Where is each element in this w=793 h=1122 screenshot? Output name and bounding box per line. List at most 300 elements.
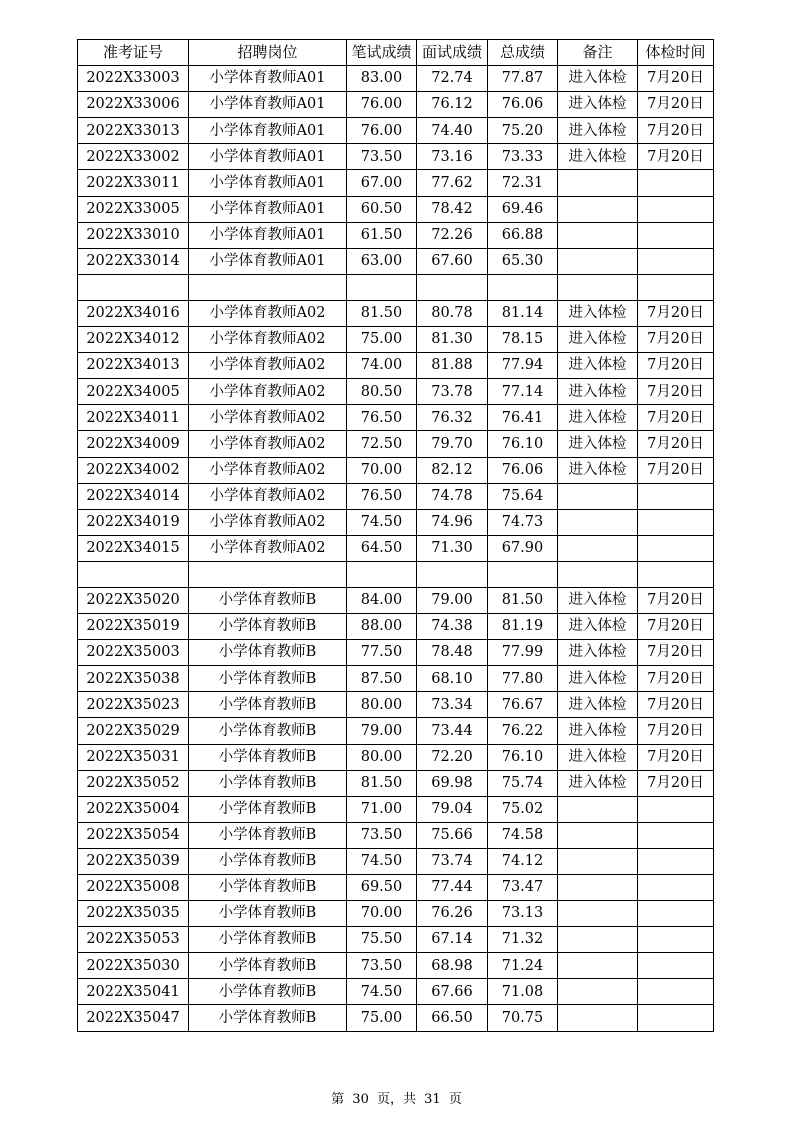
cell-interview-score: 72.74 xyxy=(417,66,488,92)
table-row xyxy=(78,300,714,326)
cell-total-score: 73.13 xyxy=(488,901,558,927)
cell-written-score: 75.50 xyxy=(347,927,417,953)
cell-position: 小学体育教师A02 xyxy=(189,535,347,561)
cell-exam-date: 7月20日 xyxy=(638,405,714,431)
cell-remarks xyxy=(558,509,638,535)
cell-interview-score: 73.16 xyxy=(417,144,488,170)
cell-total-score: 77.94 xyxy=(488,353,558,379)
cell-written-score: 64.50 xyxy=(347,535,417,561)
cell-position: 小学体育教师B xyxy=(189,822,347,848)
cell-written-score: 74.50 xyxy=(347,848,417,874)
cell-total-score: 76.10 xyxy=(488,431,558,457)
header-row xyxy=(78,40,714,66)
cell-total-score: 76.22 xyxy=(488,718,558,744)
cell-written-score: 76.00 xyxy=(347,92,417,118)
cell-exam-number: 2022X34009 xyxy=(78,431,189,457)
cell-position: 小学体育教师B xyxy=(189,718,347,744)
cell-remarks: 进入体检 xyxy=(558,640,638,666)
cell-exam-number: 2022X33005 xyxy=(78,196,189,222)
cell-interview-score: 73.34 xyxy=(417,692,488,718)
cell-written-score: 79.00 xyxy=(347,718,417,744)
cell-remarks: 进入体检 xyxy=(558,327,638,353)
cell-exam-date: 7月20日 xyxy=(638,379,714,405)
cell-exam-number: 2022X35004 xyxy=(78,796,189,822)
cell-written-score: 76.50 xyxy=(347,405,417,431)
cell-exam-number: 2022X35003 xyxy=(78,640,189,666)
cell-remarks xyxy=(558,535,638,561)
cell-remarks xyxy=(558,927,638,953)
cell-written-score: 80.50 xyxy=(347,379,417,405)
page-footer xyxy=(0,1088,793,1107)
cell-total-score: 77.80 xyxy=(488,666,558,692)
cell-exam-number: 2022X34015 xyxy=(78,535,189,561)
cell-total-score: 76.67 xyxy=(488,692,558,718)
cell-interview-score: 71.30 xyxy=(417,535,488,561)
cell-exam-number: 2022X33002 xyxy=(78,144,189,170)
cell-interview-score: 73.74 xyxy=(417,848,488,874)
cell-interview-score: 72.20 xyxy=(417,744,488,770)
table-row xyxy=(78,509,714,535)
cell-position: 小学体育教师B xyxy=(189,1005,347,1031)
cell-total-score: 76.41 xyxy=(488,405,558,431)
table-row xyxy=(78,66,714,92)
cell-exam-date xyxy=(638,1005,714,1031)
cell-exam-number: 2022X35052 xyxy=(78,770,189,796)
table-row xyxy=(78,718,714,744)
cell-interview-score: 79.04 xyxy=(417,796,488,822)
cell-exam-date: 7月20日 xyxy=(638,327,714,353)
cell-remarks xyxy=(558,274,638,300)
cell-position: 小学体育教师A02 xyxy=(189,483,347,509)
cell-written-score: 61.50 xyxy=(347,222,417,248)
cell-written-score: 80.00 xyxy=(347,744,417,770)
cell-exam-number: 2022X35023 xyxy=(78,692,189,718)
cell-exam-date: 7月20日 xyxy=(638,66,714,92)
table-row xyxy=(78,587,714,613)
cell-total-score: 81.14 xyxy=(488,300,558,326)
table-row xyxy=(78,979,714,1005)
cell-written-score: 81.50 xyxy=(347,300,417,326)
footer-current-page: 30 xyxy=(352,1092,369,1107)
table-row xyxy=(78,744,714,770)
cell-remarks: 进入体检 xyxy=(558,587,638,613)
cell-exam-number: 2022X33011 xyxy=(78,170,189,196)
cell-interview-score: 75.66 xyxy=(417,822,488,848)
cell-interview-score: 68.10 xyxy=(417,666,488,692)
cell-interview-score: 77.44 xyxy=(417,875,488,901)
cell-exam-date xyxy=(638,796,714,822)
cell-position: 小学体育教师A01 xyxy=(189,170,347,196)
cell-remarks: 进入体检 xyxy=(558,770,638,796)
spacer-row xyxy=(78,561,714,587)
cell-exam-date: 7月20日 xyxy=(638,718,714,744)
cell-total-score: 75.20 xyxy=(488,118,558,144)
cell-total-score: 70.75 xyxy=(488,1005,558,1031)
header-total-score: 总成绩 xyxy=(488,40,558,66)
table-row xyxy=(78,822,714,848)
cell-position: 小学体育教师B xyxy=(189,979,347,1005)
table-row xyxy=(78,405,714,431)
footer-suffix: 页 xyxy=(448,1092,462,1107)
cell-total-score: 77.14 xyxy=(488,379,558,405)
header-position: 招聘岗位 xyxy=(189,40,347,66)
cell-remarks xyxy=(558,170,638,196)
cell-interview-score: 81.30 xyxy=(417,327,488,353)
cell-interview-score: 67.66 xyxy=(417,979,488,1005)
cell-written-score: 73.50 xyxy=(347,144,417,170)
table-row xyxy=(78,118,714,144)
cell-exam-number: 2022X33014 xyxy=(78,248,189,274)
cell-remarks: 进入体检 xyxy=(558,144,638,170)
cell-exam-date: 7月20日 xyxy=(638,587,714,613)
cell-position: 小学体育教师A02 xyxy=(189,379,347,405)
cell-exam-number: 2022X33010 xyxy=(78,222,189,248)
footer-middle: 页，共 xyxy=(376,1092,416,1107)
cell-position: 小学体育教师A01 xyxy=(189,248,347,274)
cell-remarks xyxy=(558,1005,638,1031)
cell-exam-date: 7月20日 xyxy=(638,666,714,692)
cell-total-score xyxy=(488,561,558,587)
cell-position: 小学体育教师B xyxy=(189,927,347,953)
table-row xyxy=(78,953,714,979)
cell-remarks xyxy=(558,822,638,848)
cell-position: 小学体育教师A02 xyxy=(189,353,347,379)
cell-exam-date xyxy=(638,953,714,979)
cell-remarks: 进入体检 xyxy=(558,405,638,431)
table-row xyxy=(78,875,714,901)
cell-exam-number: 2022X35038 xyxy=(78,666,189,692)
cell-exam-date xyxy=(638,979,714,1005)
table-row xyxy=(78,483,714,509)
cell-total-score: 77.87 xyxy=(488,66,558,92)
header-remarks: 备注 xyxy=(558,40,638,66)
cell-total-score: 74.58 xyxy=(488,822,558,848)
cell-written-score: 70.00 xyxy=(347,901,417,927)
cell-remarks: 进入体检 xyxy=(558,744,638,770)
cell-interview-score: 67.14 xyxy=(417,927,488,953)
cell-exam-number: 2022X34005 xyxy=(78,379,189,405)
cell-exam-number: 2022X35041 xyxy=(78,979,189,1005)
cell-exam-number: 2022X34014 xyxy=(78,483,189,509)
cell-position: 小学体育教师A02 xyxy=(189,405,347,431)
table-row xyxy=(78,170,714,196)
cell-exam-number: 2022X35030 xyxy=(78,953,189,979)
cell-exam-date xyxy=(638,222,714,248)
table-row xyxy=(78,692,714,718)
cell-total-score: 74.12 xyxy=(488,848,558,874)
cell-exam-date: 7月20日 xyxy=(638,431,714,457)
cell-interview-score: 74.96 xyxy=(417,509,488,535)
cell-written-score: 74.50 xyxy=(347,979,417,1005)
cell-exam-date: 7月20日 xyxy=(638,144,714,170)
header-interview-score: 面试成绩 xyxy=(417,40,488,66)
table-row xyxy=(78,901,714,927)
cell-interview-score: 78.42 xyxy=(417,196,488,222)
header-exam-date: 体检时间 xyxy=(638,40,714,66)
table-row xyxy=(78,1005,714,1031)
cell-position: 小学体育教师B xyxy=(189,953,347,979)
table-row xyxy=(78,248,714,274)
cell-exam-date xyxy=(638,875,714,901)
cell-exam-number: 2022X35020 xyxy=(78,587,189,613)
header-written-score: 笔试成绩 xyxy=(347,40,417,66)
cell-interview-score: 74.78 xyxy=(417,483,488,509)
cell-position xyxy=(189,561,347,587)
cell-exam-number: 2022X34013 xyxy=(78,353,189,379)
cell-interview-score: 76.12 xyxy=(417,92,488,118)
cell-position: 小学体育教师A01 xyxy=(189,92,347,118)
cell-written-score: 73.50 xyxy=(347,822,417,848)
cell-interview-score: 68.98 xyxy=(417,953,488,979)
table-row xyxy=(78,614,714,640)
cell-interview-score: 67.60 xyxy=(417,248,488,274)
cell-exam-date: 7月20日 xyxy=(638,118,714,144)
cell-written-score: 75.00 xyxy=(347,327,417,353)
table-row xyxy=(78,92,714,118)
cell-position: 小学体育教师B xyxy=(189,744,347,770)
cell-total-score: 66.88 xyxy=(488,222,558,248)
cell-exam-number: 2022X35031 xyxy=(78,744,189,770)
footer-prefix: 第 xyxy=(331,1092,345,1107)
cell-total-score: 81.50 xyxy=(488,587,558,613)
cell-position: 小学体育教师A02 xyxy=(189,457,347,483)
cell-interview-score: 66.50 xyxy=(417,1005,488,1031)
cell-exam-date xyxy=(638,927,714,953)
table-row xyxy=(78,848,714,874)
cell-remarks: 进入体检 xyxy=(558,66,638,92)
cell-remarks: 进入体检 xyxy=(558,718,638,744)
cell-remarks xyxy=(558,979,638,1005)
cell-total-score: 71.24 xyxy=(488,953,558,979)
cell-exam-number: 2022X34002 xyxy=(78,457,189,483)
table-row xyxy=(78,353,714,379)
cell-position: 小学体育教师B xyxy=(189,587,347,613)
cell-written-score: 70.00 xyxy=(347,457,417,483)
cell-exam-number: 2022X33003 xyxy=(78,66,189,92)
cell-interview-score: 73.44 xyxy=(417,718,488,744)
cell-exam-date: 7月20日 xyxy=(638,744,714,770)
cell-written-score: 69.50 xyxy=(347,875,417,901)
cell-remarks: 进入体检 xyxy=(558,379,638,405)
cell-exam-number: 2022X34011 xyxy=(78,405,189,431)
cell-position: 小学体育教师B xyxy=(189,640,347,666)
cell-total-score: 77.99 xyxy=(488,640,558,666)
cell-position: 小学体育教师A02 xyxy=(189,300,347,326)
cell-exam-number: 2022X33013 xyxy=(78,118,189,144)
cell-remarks xyxy=(558,196,638,222)
cell-exam-date xyxy=(638,848,714,874)
table-row xyxy=(78,196,714,222)
cell-remarks xyxy=(558,953,638,979)
cell-interview-score: 77.62 xyxy=(417,170,488,196)
cell-exam-number: 2022X35029 xyxy=(78,718,189,744)
cell-total-score: 81.19 xyxy=(488,614,558,640)
cell-interview-score: 78.48 xyxy=(417,640,488,666)
cell-written-score: 67.00 xyxy=(347,170,417,196)
cell-remarks: 进入体检 xyxy=(558,614,638,640)
cell-position: 小学体育教师B xyxy=(189,848,347,874)
cell-total-score: 76.10 xyxy=(488,744,558,770)
cell-exam-date: 7月20日 xyxy=(638,457,714,483)
cell-written-score: 74.50 xyxy=(347,509,417,535)
cell-position: 小学体育教师A02 xyxy=(189,509,347,535)
cell-remarks xyxy=(558,483,638,509)
cell-total-score: 71.32 xyxy=(488,927,558,953)
cell-written-score: 71.00 xyxy=(347,796,417,822)
cell-total-score: 69.46 xyxy=(488,196,558,222)
cell-total-score: 71.08 xyxy=(488,979,558,1005)
cell-written-score: 87.50 xyxy=(347,666,417,692)
table-row xyxy=(78,770,714,796)
cell-remarks: 进入体检 xyxy=(558,431,638,457)
cell-exam-date xyxy=(638,196,714,222)
cell-written-score: 83.00 xyxy=(347,66,417,92)
cell-position: 小学体育教师B xyxy=(189,770,347,796)
cell-position: 小学体育教师A01 xyxy=(189,144,347,170)
cell-written-score: 76.00 xyxy=(347,118,417,144)
cell-interview-score: 80.78 xyxy=(417,300,488,326)
results-table xyxy=(77,39,714,1032)
cell-exam-date xyxy=(638,483,714,509)
cell-exam-date xyxy=(638,561,714,587)
cell-interview-score: 76.32 xyxy=(417,405,488,431)
cell-remarks xyxy=(558,248,638,274)
table-body xyxy=(78,66,714,1031)
cell-exam-number: 2022X35035 xyxy=(78,901,189,927)
cell-total-score: 75.02 xyxy=(488,796,558,822)
cell-written-score: 75.00 xyxy=(347,1005,417,1031)
cell-exam-number: 2022X35039 xyxy=(78,848,189,874)
cell-exam-number xyxy=(78,561,189,587)
cell-written-score: 77.50 xyxy=(347,640,417,666)
cell-exam-number: 2022X34016 xyxy=(78,300,189,326)
cell-total-score: 78.15 xyxy=(488,327,558,353)
cell-remarks: 进入体检 xyxy=(558,457,638,483)
cell-position: 小学体育教师B xyxy=(189,875,347,901)
cell-interview-score: 74.40 xyxy=(417,118,488,144)
cell-exam-date xyxy=(638,170,714,196)
cell-interview-score: 82.12 xyxy=(417,457,488,483)
cell-position: 小学体育教师B xyxy=(189,901,347,927)
cell-remarks: 进入体检 xyxy=(558,666,638,692)
cell-exam-date xyxy=(638,822,714,848)
cell-exam-date: 7月20日 xyxy=(638,614,714,640)
cell-position: 小学体育教师A01 xyxy=(189,66,347,92)
cell-exam-number: 2022X33006 xyxy=(78,92,189,118)
spacer-row xyxy=(78,274,714,300)
cell-remarks xyxy=(558,875,638,901)
cell-position: 小学体育教师B xyxy=(189,796,347,822)
table-row xyxy=(78,927,714,953)
cell-interview-score: 79.70 xyxy=(417,431,488,457)
cell-position: 小学体育教师A02 xyxy=(189,431,347,457)
cell-exam-date: 7月20日 xyxy=(638,300,714,326)
cell-written-score: 84.00 xyxy=(347,587,417,613)
cell-interview-score: 76.26 xyxy=(417,901,488,927)
table-row xyxy=(78,457,714,483)
table-header xyxy=(78,40,714,66)
cell-total-score: 76.06 xyxy=(488,457,558,483)
cell-interview-score: 81.88 xyxy=(417,353,488,379)
cell-exam-date xyxy=(638,535,714,561)
cell-written-score: 88.00 xyxy=(347,614,417,640)
cell-written-score: 72.50 xyxy=(347,431,417,457)
cell-interview-score xyxy=(417,274,488,300)
cell-written-score: 76.50 xyxy=(347,483,417,509)
cell-total-score: 73.33 xyxy=(488,144,558,170)
cell-written-score: 60.50 xyxy=(347,196,417,222)
cell-position: 小学体育教师B xyxy=(189,666,347,692)
cell-interview-score xyxy=(417,561,488,587)
cell-remarks: 进入体检 xyxy=(558,118,638,144)
cell-total-score: 73.47 xyxy=(488,875,558,901)
cell-position: 小学体育教师A01 xyxy=(189,222,347,248)
cell-exam-date xyxy=(638,509,714,535)
cell-interview-score: 72.26 xyxy=(417,222,488,248)
cell-exam-date xyxy=(638,248,714,274)
cell-position: 小学体育教师A01 xyxy=(189,196,347,222)
table-row xyxy=(78,379,714,405)
cell-exam-date: 7月20日 xyxy=(638,353,714,379)
cell-total-score: 74.73 xyxy=(488,509,558,535)
cell-exam-number: 2022X34019 xyxy=(78,509,189,535)
cell-exam-date: 7月20日 xyxy=(638,640,714,666)
cell-exam-date xyxy=(638,901,714,927)
table-row xyxy=(78,144,714,170)
cell-position: 小学体育教师A02 xyxy=(189,327,347,353)
cell-written-score: 80.00 xyxy=(347,692,417,718)
cell-exam-date: 7月20日 xyxy=(638,770,714,796)
cell-written-score: 81.50 xyxy=(347,770,417,796)
cell-remarks xyxy=(558,561,638,587)
header-exam-number: 准考证号 xyxy=(78,40,189,66)
cell-position xyxy=(189,274,347,300)
cell-total-score: 75.74 xyxy=(488,770,558,796)
cell-position: 小学体育教师B xyxy=(189,614,347,640)
cell-written-score xyxy=(347,274,417,300)
table-row xyxy=(78,431,714,457)
cell-exam-number: 2022X35053 xyxy=(78,927,189,953)
cell-remarks: 进入体检 xyxy=(558,300,638,326)
cell-exam-number: 2022X34012 xyxy=(78,327,189,353)
cell-exam-number xyxy=(78,274,189,300)
cell-written-score xyxy=(347,561,417,587)
cell-position: 小学体育教师B xyxy=(189,692,347,718)
footer-total-pages: 31 xyxy=(424,1092,441,1107)
cell-remarks: 进入体检 xyxy=(558,92,638,118)
cell-position: 小学体育教师A01 xyxy=(189,118,347,144)
cell-interview-score: 73.78 xyxy=(417,379,488,405)
cell-remarks xyxy=(558,796,638,822)
table-row xyxy=(78,796,714,822)
cell-written-score: 73.50 xyxy=(347,953,417,979)
cell-written-score: 74.00 xyxy=(347,353,417,379)
cell-exam-number: 2022X35019 xyxy=(78,614,189,640)
cell-exam-number: 2022X35054 xyxy=(78,822,189,848)
cell-remarks xyxy=(558,848,638,874)
table-row xyxy=(78,222,714,248)
cell-total-score: 72.31 xyxy=(488,170,558,196)
cell-remarks: 进入体检 xyxy=(558,692,638,718)
cell-remarks xyxy=(558,901,638,927)
cell-total-score xyxy=(488,274,558,300)
cell-total-score: 75.64 xyxy=(488,483,558,509)
cell-interview-score: 74.38 xyxy=(417,614,488,640)
cell-total-score: 67.90 xyxy=(488,535,558,561)
table-row xyxy=(78,327,714,353)
cell-exam-date: 7月20日 xyxy=(638,692,714,718)
table-row xyxy=(78,535,714,561)
